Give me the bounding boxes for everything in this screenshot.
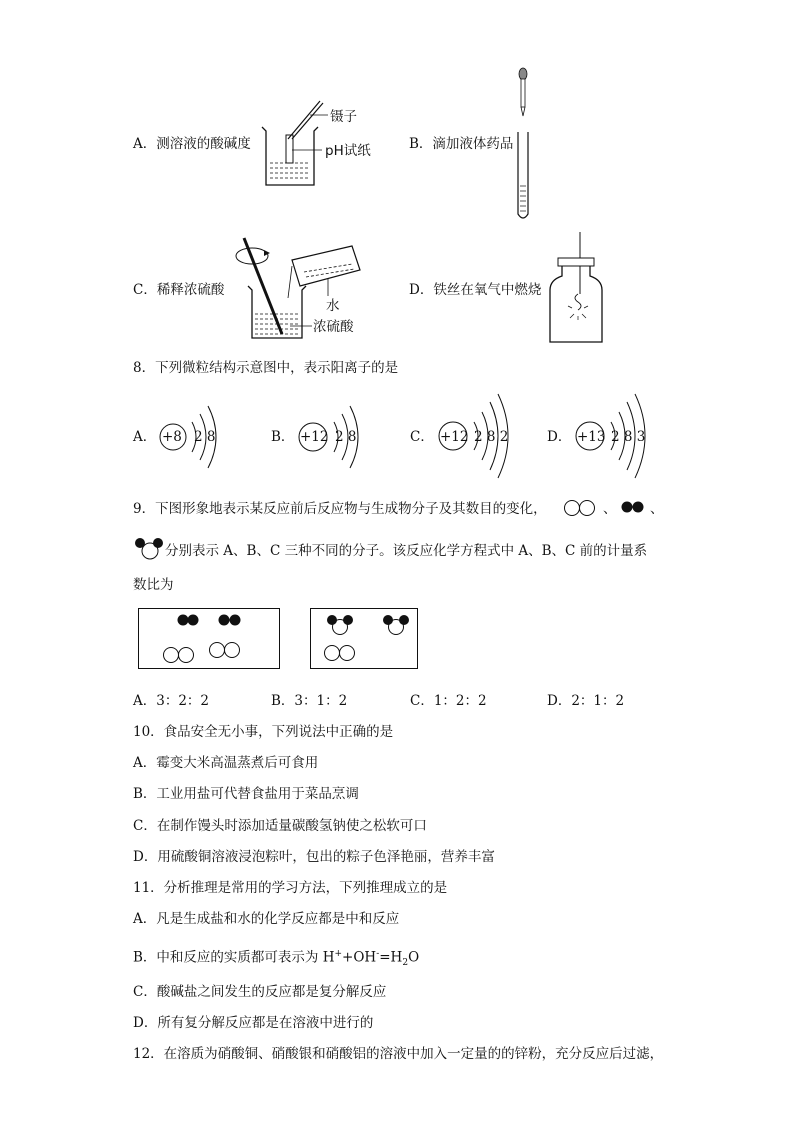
q9-option-a: A．3：2：2 [133,693,210,709]
q11-option-c: C．酸碱盐之间发生的反应都是复分解反应 [133,984,387,1000]
q9-stem-line3: 数比为 [133,577,174,593]
q11-option-b [133,945,419,972]
hydroxide-text: +OH [342,949,377,966]
q7-option-d-label: D．铁丝在氧气中燃烧 [409,282,542,298]
molecule-b-legend-icon [620,499,646,515]
reaction-before-box [138,608,280,670]
q9-option-d: D．2：1：2 [547,693,625,709]
molecule-a-legend-icon [563,499,599,517]
q9-separator-1: 、 [603,501,617,517]
q8-atom-d-shells: 2 8 3 [611,429,646,445]
q7-option-c-label: C．稀释浓硫酸 [133,282,225,298]
q10-option-b: B．工业用盐可代替食盐用于菜品烹调 [133,786,359,802]
q8-atom-a-shells: 2 8 [194,429,216,445]
q7-option-b-label: B．滴加液体药品 [409,136,514,152]
q8-atom-a-nucleus: +8 [162,429,182,445]
q9-stem-line1: 9．下图形象地表示某反应前后反应物与生成物分子及其数目的变化， [133,501,547,517]
q8-option-d-letter: D． [547,429,572,445]
q7-option-a-label: A．测溶液的酸碱度 [133,136,251,152]
reaction-after-box [310,608,418,670]
q8-option-a-letter: A． [133,429,157,445]
q8-option-c-letter: C． [410,429,434,445]
q8-atom-d-nucleus: +13 [577,429,606,445]
q8-atom-c-nucleus: +12 [440,429,469,445]
q11-option-a: A．凡是生成盐和水的化学反应都是中和反应 [133,911,400,927]
q8-atom-c-shells: 2 8 2 [474,429,509,445]
q11-option-b-text: B．中和反应的实质都可表示为 H [133,949,335,966]
dropper-test-tube-figure [510,66,540,226]
molecule-c-legend-icon [133,536,165,564]
q9-separator-2: 、 [650,501,664,517]
superscript-plus: + [334,949,343,959]
q12-stem: 12．在溶质为硝酸铜、硝酸银和硝酸铝的溶液中加入一定量的的锌粉，充分反应后过滤， [133,1046,664,1062]
tweezers-label: 镊子 [330,109,357,125]
superscript-minus: - [376,949,380,959]
q11-option-d: D．所有复分解反应都是在溶液中进行的 [133,1015,374,1031]
oxygen-text: O [408,949,420,966]
q10-option-d: D．用硫酸铜溶液浸泡粽叶，包出的粽子色泽艳丽，营养丰富 [133,849,495,865]
q10-option-a: A．霉变大米高温蒸煮后可食用 [133,755,319,771]
q10-option-c: C．在制作馒头时添加适量碳酸氢钠使之松软可口 [133,818,427,834]
q10-stem: 10．食品安全无小事，下列说法中正确的是 [133,724,394,740]
q8-option-b-letter: B． [271,429,295,445]
q8-atom-b-shells: 2 8 [335,429,357,445]
water-label: 水 [326,298,340,314]
q11-stem: 11．分析推理是常用的学习方法，下列推理成立的是 [133,880,448,896]
q9-option-c: C．1：2：2 [410,693,487,709]
equals-h-text: =H [379,949,403,966]
q8-stem: 8．下列微粒结构示意图中，表示阳离子的是 [133,360,399,376]
gas-bottle-figure [548,232,604,347]
concentrated-acid-label: 浓硫酸 [313,319,354,335]
ph-paper-label: pH试纸 [325,143,371,159]
subscript-two: 2 [402,958,409,969]
q9-option-b: B．3：1：2 [271,693,348,709]
q9-stem-line2: 分别表示 A、B、C 三种不同的分子。该反应化学方程式中 A、B、C 前的计量系 [165,543,648,559]
q8-atom-b-nucleus: +12 [300,429,329,445]
